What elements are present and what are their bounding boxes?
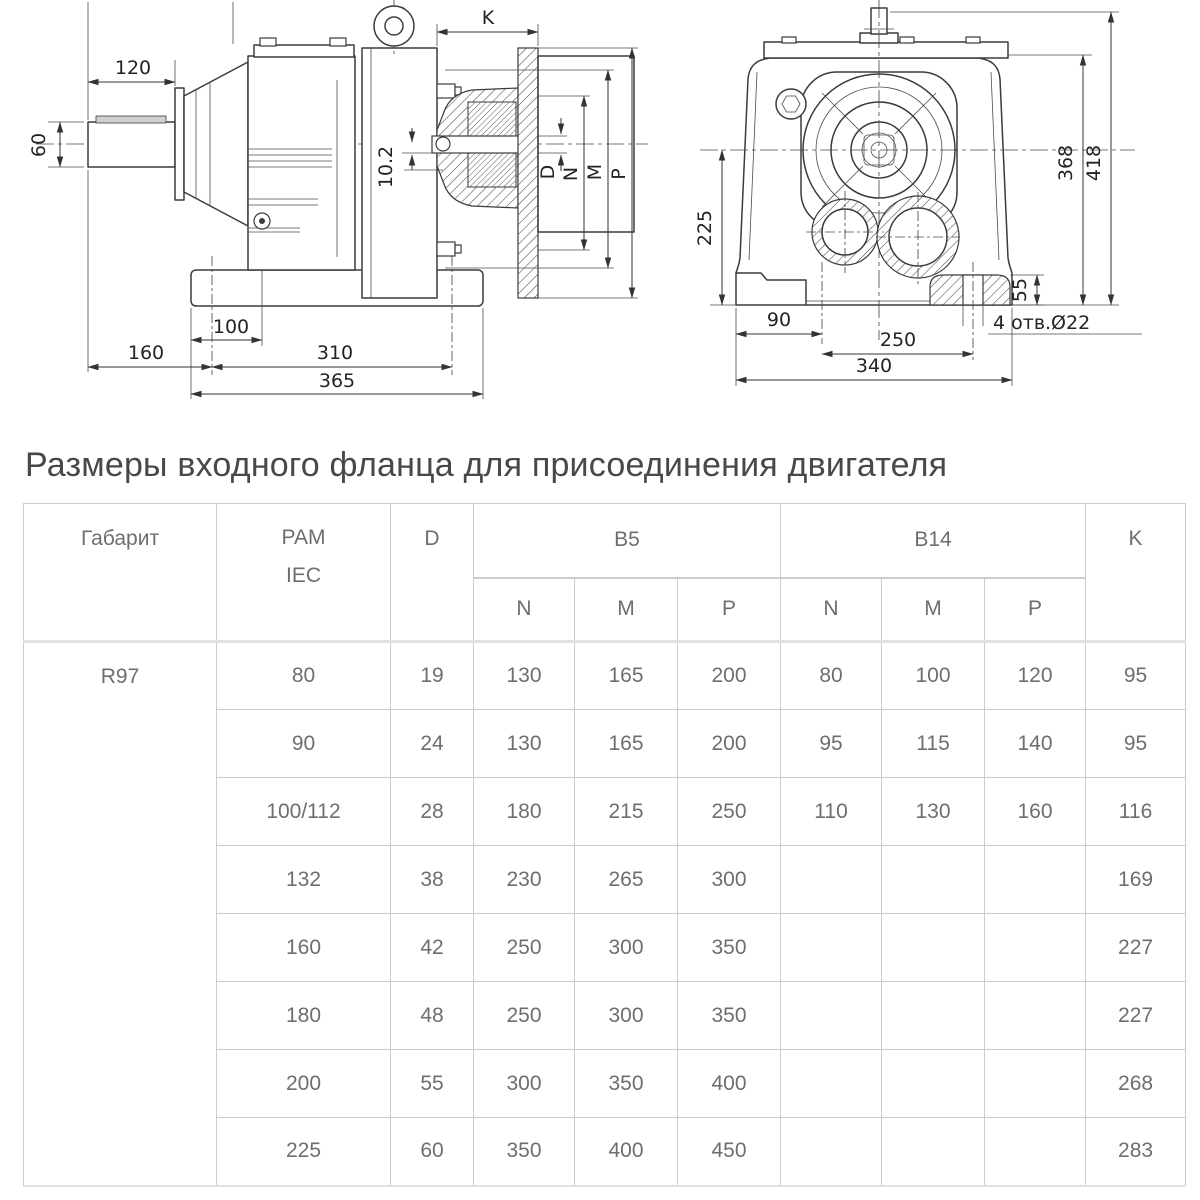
motor-flange-section <box>518 48 538 298</box>
adapter-plate <box>362 48 437 298</box>
table-cell: 165 <box>575 642 678 710</box>
flange-dimensions-table <box>23 503 1186 1187</box>
col-header-b5: B5 <box>474 504 781 578</box>
table-cell: 140 <box>985 710 1086 778</box>
table-cell: 48 <box>391 982 474 1050</box>
table-header <box>24 504 1186 642</box>
table-cell <box>781 846 882 914</box>
side-view <box>28 0 648 399</box>
technical-drawing <box>0 0 1200 430</box>
table-cell: 115 <box>882 710 985 778</box>
table-cell <box>781 1118 882 1186</box>
table-cell <box>985 914 1086 982</box>
table-cell: 200 <box>678 642 781 710</box>
housing <box>736 58 1012 305</box>
table-cell: 450 <box>678 1118 781 1186</box>
dim-label-k: K <box>481 7 495 29</box>
table-cell: 227 <box>1086 914 1186 982</box>
table-cell: 160 <box>985 778 1086 846</box>
col-header-d: D <box>391 504 474 642</box>
breather-plug <box>776 89 806 119</box>
dim-label-340: 340 <box>855 355 893 377</box>
table-cell: 400 <box>575 1118 678 1186</box>
table-cell <box>781 914 882 982</box>
table-cell: 300 <box>678 846 781 914</box>
front-view <box>694 0 1142 386</box>
table-cell: 250 <box>474 914 575 982</box>
dim-label-n: N <box>560 166 582 182</box>
dim-label-418: 418 <box>1083 144 1105 182</box>
table-cell: 215 <box>575 778 678 846</box>
table-cell: 19 <box>391 642 474 710</box>
table-cell <box>781 982 882 1050</box>
bearing-top <box>468 102 516 136</box>
dim-label-120: 120 <box>114 57 152 79</box>
dim-label-225: 225 <box>694 209 716 247</box>
table-body <box>24 642 1186 1186</box>
table-cell: 165 <box>575 710 678 778</box>
dim-label-310: 310 <box>316 342 354 364</box>
dim-label-100: 100 <box>212 316 250 338</box>
table-cell <box>882 1118 985 1186</box>
col-header-pam: РАМ <box>281 526 326 549</box>
col-header-iec: IEC <box>285 564 321 587</box>
dim-label-10-2: 10.2 <box>375 145 397 189</box>
table-cell: 100 <box>882 642 985 710</box>
table-cell: 225 <box>217 1118 391 1186</box>
table-cell: 169 <box>1086 846 1186 914</box>
dim-label-90: 90 <box>766 309 792 331</box>
table-cell <box>882 1050 985 1118</box>
table-cell: 28 <box>391 778 474 846</box>
cell-gabarit: R97 <box>24 642 217 1186</box>
col-header-pam-iec <box>217 504 391 642</box>
table-cell <box>882 982 985 1050</box>
table-cell: 300 <box>575 982 678 1050</box>
holes-note: 4 отв.Ø22 <box>993 312 1091 334</box>
col-header-b5-n: N <box>474 578 575 642</box>
dim-label-p: P <box>608 168 630 180</box>
table-cell: 120 <box>985 642 1086 710</box>
table-cell: 60 <box>391 1118 474 1186</box>
table-cell: 250 <box>678 778 781 846</box>
table-cell: 95 <box>1086 710 1186 778</box>
table-cell: 130 <box>474 642 575 710</box>
gearbox-body <box>248 56 355 270</box>
table-cell: 180 <box>217 982 391 1050</box>
table-cell: 24 <box>391 710 474 778</box>
table-cell: 350 <box>678 914 781 982</box>
table-cell: 116 <box>1086 778 1186 846</box>
section-heading: Размеры входного фланца для присоединения двигателя <box>25 446 948 484</box>
col-header-gabarit: Габарит <box>24 504 217 642</box>
table-cell: 300 <box>474 1050 575 1118</box>
col-header-k: K <box>1086 504 1186 642</box>
table-cell <box>985 1118 1086 1186</box>
col-header-b5-p: P <box>678 578 781 642</box>
table-cell: 227 <box>1086 982 1186 1050</box>
table-cell: 350 <box>474 1118 575 1186</box>
table-cell: 95 <box>1086 642 1186 710</box>
table-cell <box>985 982 1086 1050</box>
bearing-bottom <box>468 153 516 187</box>
col-header-b14-m: M <box>882 578 985 642</box>
col-header-b14-n: N <box>781 578 882 642</box>
table-cell: 300 <box>575 914 678 982</box>
base-plate <box>191 270 483 306</box>
table-cell: 130 <box>882 778 985 846</box>
table-cell: 55 <box>391 1050 474 1118</box>
table-cell: 350 <box>575 1050 678 1118</box>
table-cell <box>985 1050 1086 1118</box>
table-cell: 42 <box>391 914 474 982</box>
dim-label-55: 55 <box>1009 277 1031 303</box>
table-cell: 80 <box>781 642 882 710</box>
table-cell: 250 <box>474 982 575 1050</box>
dim-label-368: 368 <box>1055 144 1077 182</box>
table-cell: 230 <box>474 846 575 914</box>
table-cell: 180 <box>474 778 575 846</box>
dim-label-m: M <box>584 163 606 181</box>
table-cell <box>882 914 985 982</box>
housing-lid <box>764 42 1008 58</box>
table-cell: 350 <box>678 982 781 1050</box>
col-header-b14: B14 <box>781 504 1086 578</box>
dim-label-365: 365 <box>318 370 356 392</box>
table-cell <box>882 846 985 914</box>
table-cell: 95 <box>781 710 882 778</box>
table-cell: 283 <box>1086 1118 1186 1186</box>
table-cell: 160 <box>217 914 391 982</box>
table-cell: 80 <box>217 642 391 710</box>
table-cell: 200 <box>217 1050 391 1118</box>
table-row <box>24 642 1186 710</box>
table-cell: 200 <box>678 710 781 778</box>
table-cell: 268 <box>1086 1050 1186 1118</box>
col-header-b5-m: M <box>575 578 678 642</box>
table-cell <box>781 1050 882 1118</box>
dim-label-60: 60 <box>28 132 50 158</box>
output-shaft <box>88 122 175 167</box>
table-cell: 38 <box>391 846 474 914</box>
table-cell: 132 <box>217 846 391 914</box>
dim-label-d: D <box>537 164 559 180</box>
table-cell: 100/112 <box>217 778 391 846</box>
shaft-keyway <box>96 116 166 123</box>
dim-label-160: 160 <box>127 342 165 364</box>
dim-label-250: 250 <box>879 329 917 351</box>
table-cell <box>985 846 1086 914</box>
table-cell: 265 <box>575 846 678 914</box>
table-cell: 90 <box>217 710 391 778</box>
table-cell: 130 <box>474 710 575 778</box>
col-header-b14-p: P <box>985 578 1086 642</box>
table-cell: 110 <box>781 778 882 846</box>
table-cell: 400 <box>678 1050 781 1118</box>
